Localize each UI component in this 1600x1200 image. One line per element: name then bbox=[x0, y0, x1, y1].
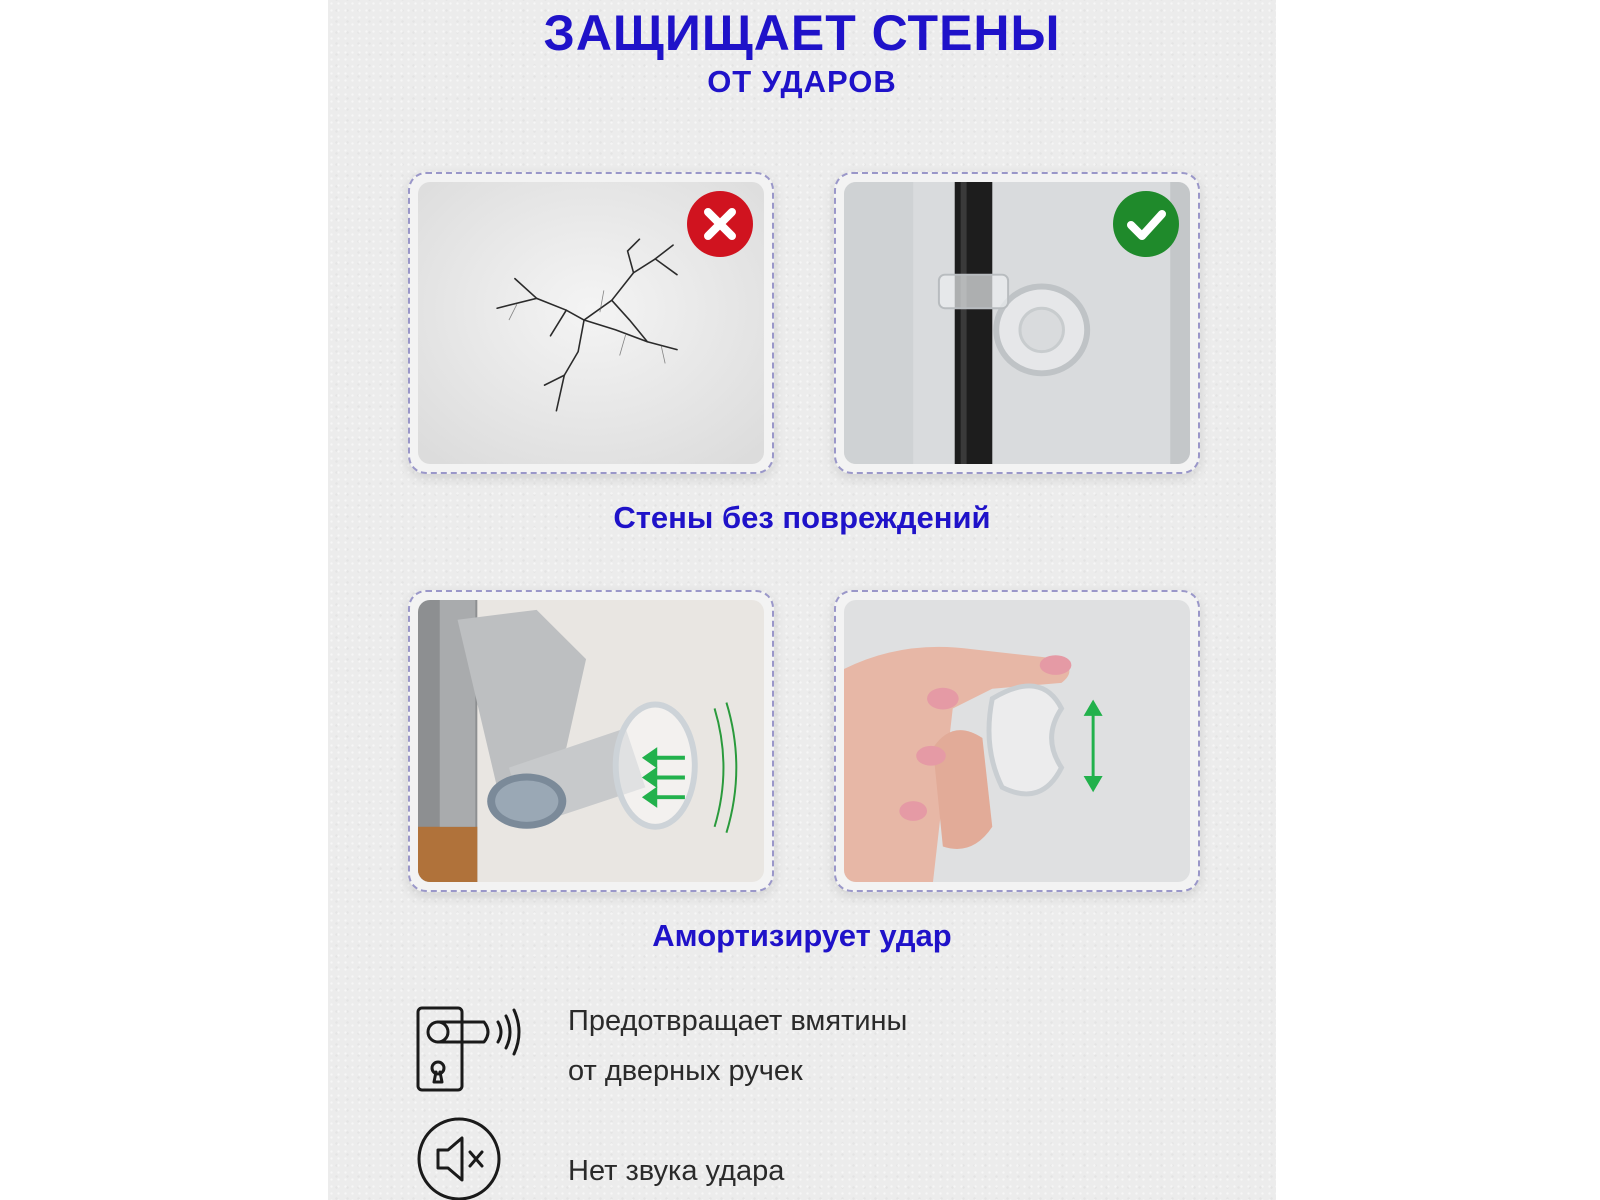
cracked-wall-card bbox=[408, 172, 774, 474]
feature-no-sound: Нет звука удара bbox=[568, 1155, 785, 1187]
page-title: ЗАЩИЩАЕТ СТЕНЫ bbox=[543, 5, 1061, 61]
squeeze-card bbox=[834, 590, 1200, 892]
feature-dents-line2: от дверных ручек bbox=[568, 1055, 803, 1087]
cushion-caption: Амортизирует удар bbox=[652, 918, 952, 953]
handle-impact-photo bbox=[418, 600, 764, 882]
walls-caption: Стены без повреждений bbox=[613, 500, 991, 535]
speaker-muted-icon bbox=[416, 1116, 502, 1200]
squeeze-photo bbox=[844, 600, 1190, 882]
green-check-icon bbox=[1112, 190, 1180, 258]
product-infographic bbox=[328, 0, 1276, 1200]
door-handle-vibration-icon bbox=[416, 1006, 522, 1092]
page-subtitle: ОТ УДАРОВ bbox=[707, 64, 897, 99]
handle-impact-card bbox=[408, 590, 774, 892]
protected-wall-card bbox=[834, 172, 1200, 474]
red-cross-icon bbox=[686, 190, 754, 258]
feature-dents-line1: Предотвращает вмятины bbox=[568, 1005, 908, 1037]
